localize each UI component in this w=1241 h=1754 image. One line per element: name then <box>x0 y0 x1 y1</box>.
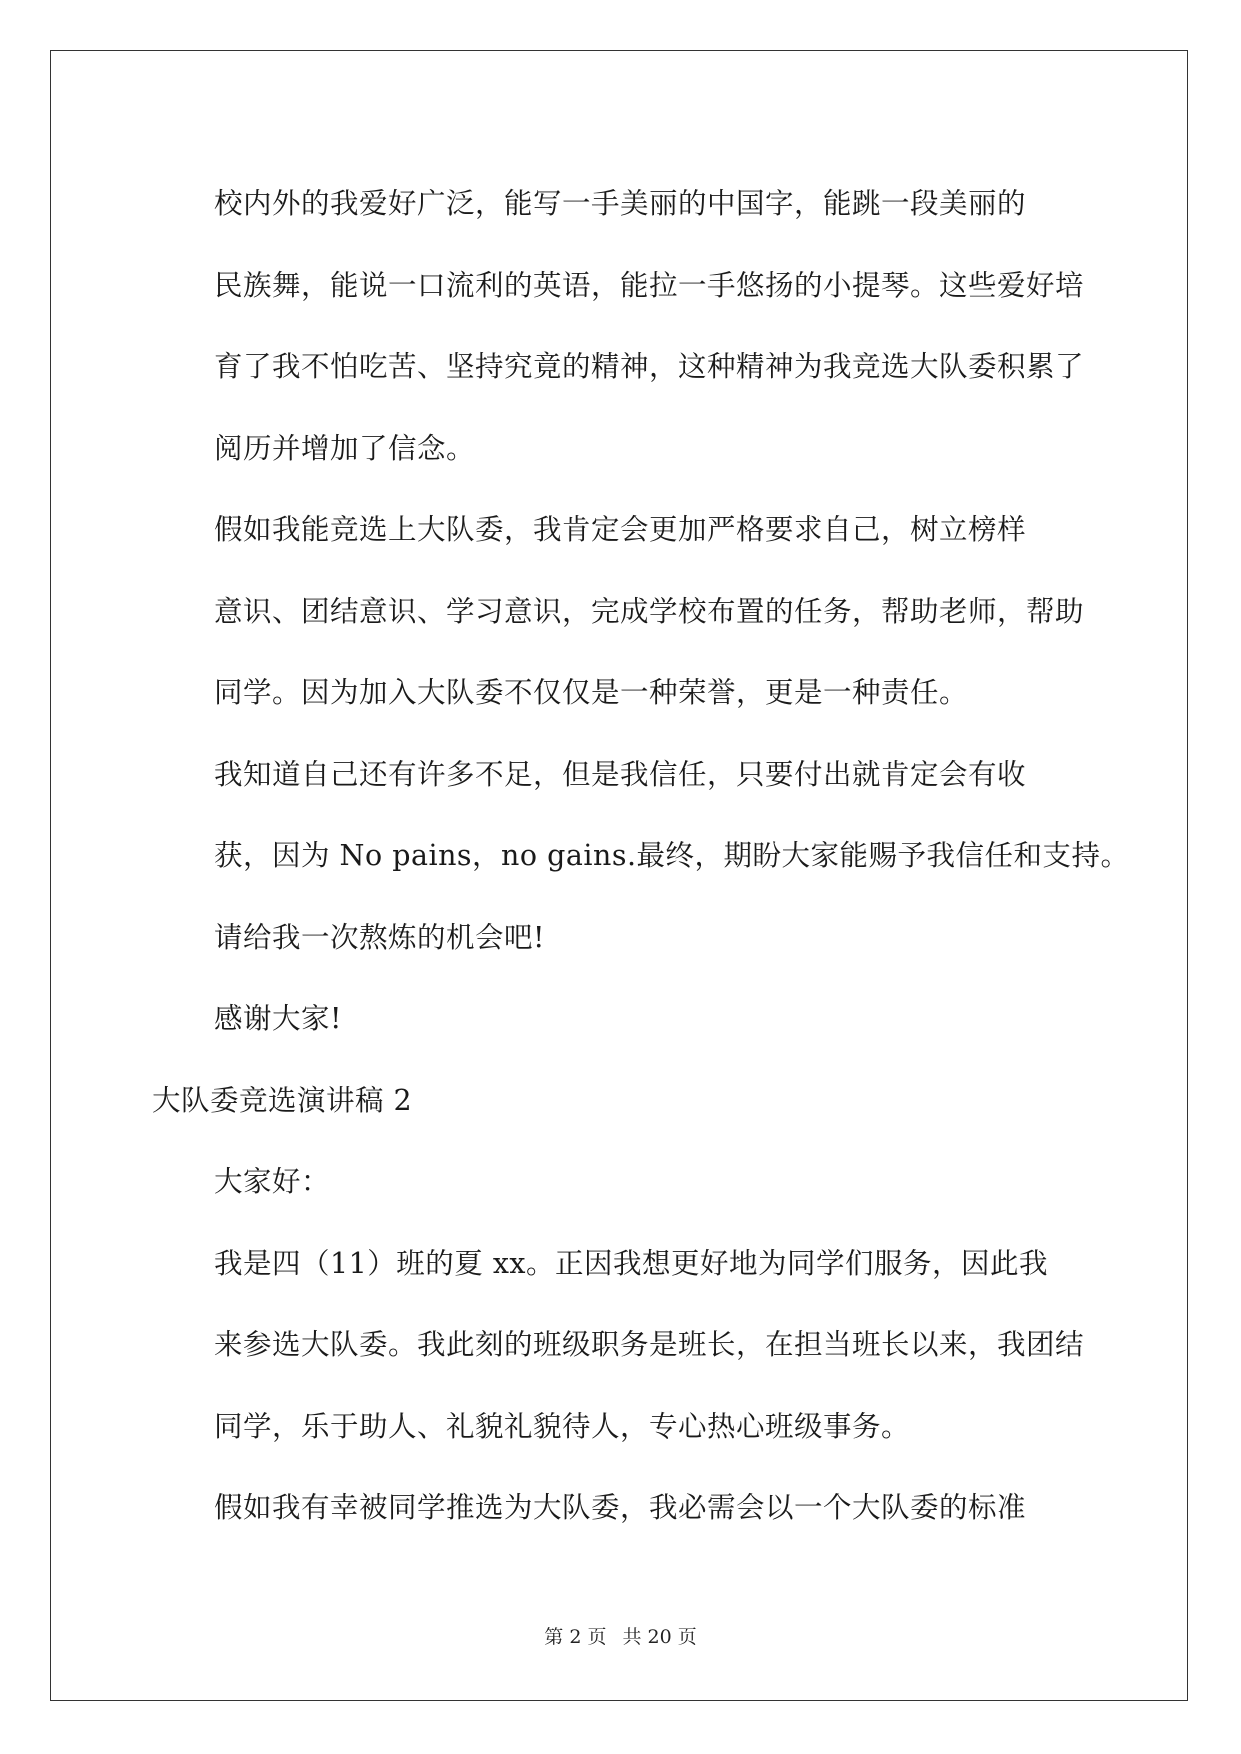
paragraph-hobbies <box>152 163 1092 489</box>
paragraph-commitment <box>152 489 1092 734</box>
text-line: 阅历并增加了信念。 <box>214 431 476 465</box>
text-line: 大家好： <box>214 1165 331 1198</box>
paragraph-closing <box>152 734 1130 979</box>
text-line: 育了我不怕吃苦、坚持究竟的精神，这种精神为我竞选大队委积累了 <box>214 350 1085 383</box>
text-line: 意识、团结意识、学习意识，完成学校布置的任务，帮助老师，帮助 <box>214 594 1085 628</box>
paragraph-greeting <box>152 1141 1092 1223</box>
page-total: 共 20 页 <box>622 1626 697 1648</box>
text-line: 来参选大队委。我此刻的班级职务是班长，在担当班长以来，我团结 <box>214 1328 1085 1361</box>
text-line: 同学。因为加入大队委不仅仅是一种荣誉，更是一种责任。 <box>214 676 969 709</box>
page-number: 第 2 页 <box>544 1626 607 1648</box>
page-footer <box>0 1622 1241 1649</box>
paragraph-introduction <box>152 1223 1092 1468</box>
text-line: 请给我一次熬炼的机会吧! <box>214 920 545 954</box>
text-line: 民族舞，能说一口流利的英语，能拉一手悠扬的小提琴。这些爱好培 <box>214 268 1085 302</box>
text-line: 校内外的我爱好广泛，能写一手美丽的中国字，能跳一段美丽的 <box>214 187 1027 220</box>
heading-line: 大队委竞选演讲稿 2 <box>152 1083 413 1117</box>
section-heading <box>152 1060 1092 1142</box>
text-line: 感谢大家! <box>214 1002 342 1035</box>
text-line: 假如我能竞选上大队委，我肯定会更加严格要求自己，树立榜样 <box>214 513 1027 546</box>
text-line: 我知道自己还有许多不足，但是我信任，只要付出就肯定会有收 <box>214 757 1027 791</box>
text-line: 同学，乐于助人、礼貌礼貌待人，专心热心班级事务。 <box>214 1409 911 1443</box>
text-line: 获，因为 No pains，no gains.最终，期盼大家能赐予我信任和支持。 <box>214 839 1130 872</box>
text-line: 我是四（11）班的夏 xx。正因我想更好地为同学们服务，因此我 <box>214 1246 1048 1280</box>
paragraph-thanks <box>152 978 1092 1060</box>
document-body <box>152 163 1130 1549</box>
paragraph-pledge <box>152 1467 1092 1549</box>
text-line: 假如我有幸被同学推选为大队委，我必需会以一个大队委的标准 <box>214 1491 1027 1524</box>
